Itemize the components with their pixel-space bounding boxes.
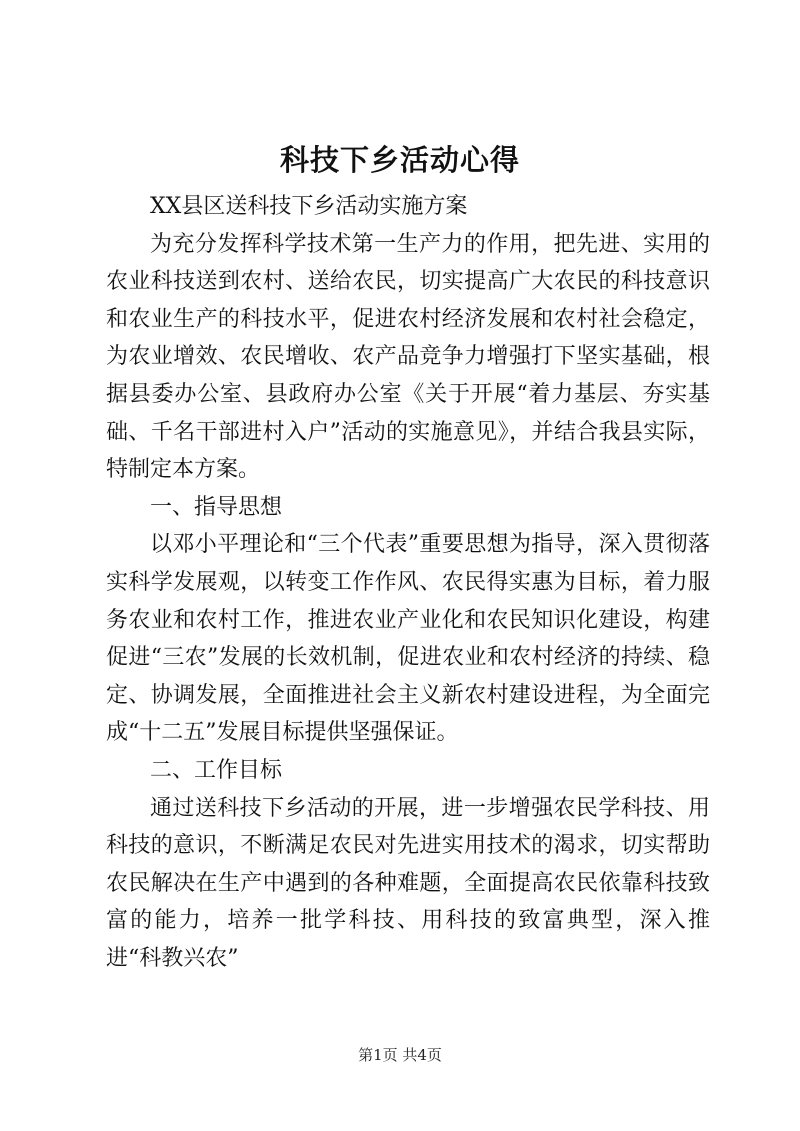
document-body	[106, 188, 710, 977]
paragraph-guiding-ideology: 以邓小平理论和“三个代表”重要思想为指导，深入贯彻落实科学发展观，以转变工作作风、农民得实惠为目标，着力服务农业和农村工作，推进农业产业化和农民知识化建设，构建促进“三农”发展的长效机制，促进农业和农村经济的持续、稳定、协调发展，全面推进社会主义新农村建设进程，为全面完成“十二五”发展目标提供坚强保证。	[106, 532, 710, 746]
section-heading-guiding-ideology: 一、指导思想	[150, 494, 283, 520]
page-number-footer: 第1页 共4页	[358, 1046, 442, 1064]
document-subtitle: XX县区送科技下乡活动实施方案	[150, 194, 468, 219]
section-heading-work-goals: 二、工作目标	[150, 757, 283, 783]
document-title: 科技下乡活动心得	[279, 143, 520, 177]
paragraph-intro: 为充分发挥科学技术第一生产力的作用，把先进、实用的农业科技送到农村、送给农民，切实提高广大农民的科技意识和农业生产的科技水平，促进农村经济发展和农村社会稳定，为农业增效、农民增收、农产品竞争力增强打下坚实基础，根据县委办公室、县政府办公室《关于开展“着力基层、夯实基础、千名干部进村入户”活动的实施意见》，并结合我县实际，特制定本方案。	[106, 231, 710, 483]
paragraph-work-goals: 通过送科技下乡活动的开展，进一步增强农民学科技、用科技的意识，不断满足农民对先进实用技术的渴求，切实帮助农民解决在生产中遇到的各种难题，全面提高农民依靠科技致富的能力，培养一批学科技、用科技的致富典型，深入推进“科教兴农”	[106, 795, 710, 971]
